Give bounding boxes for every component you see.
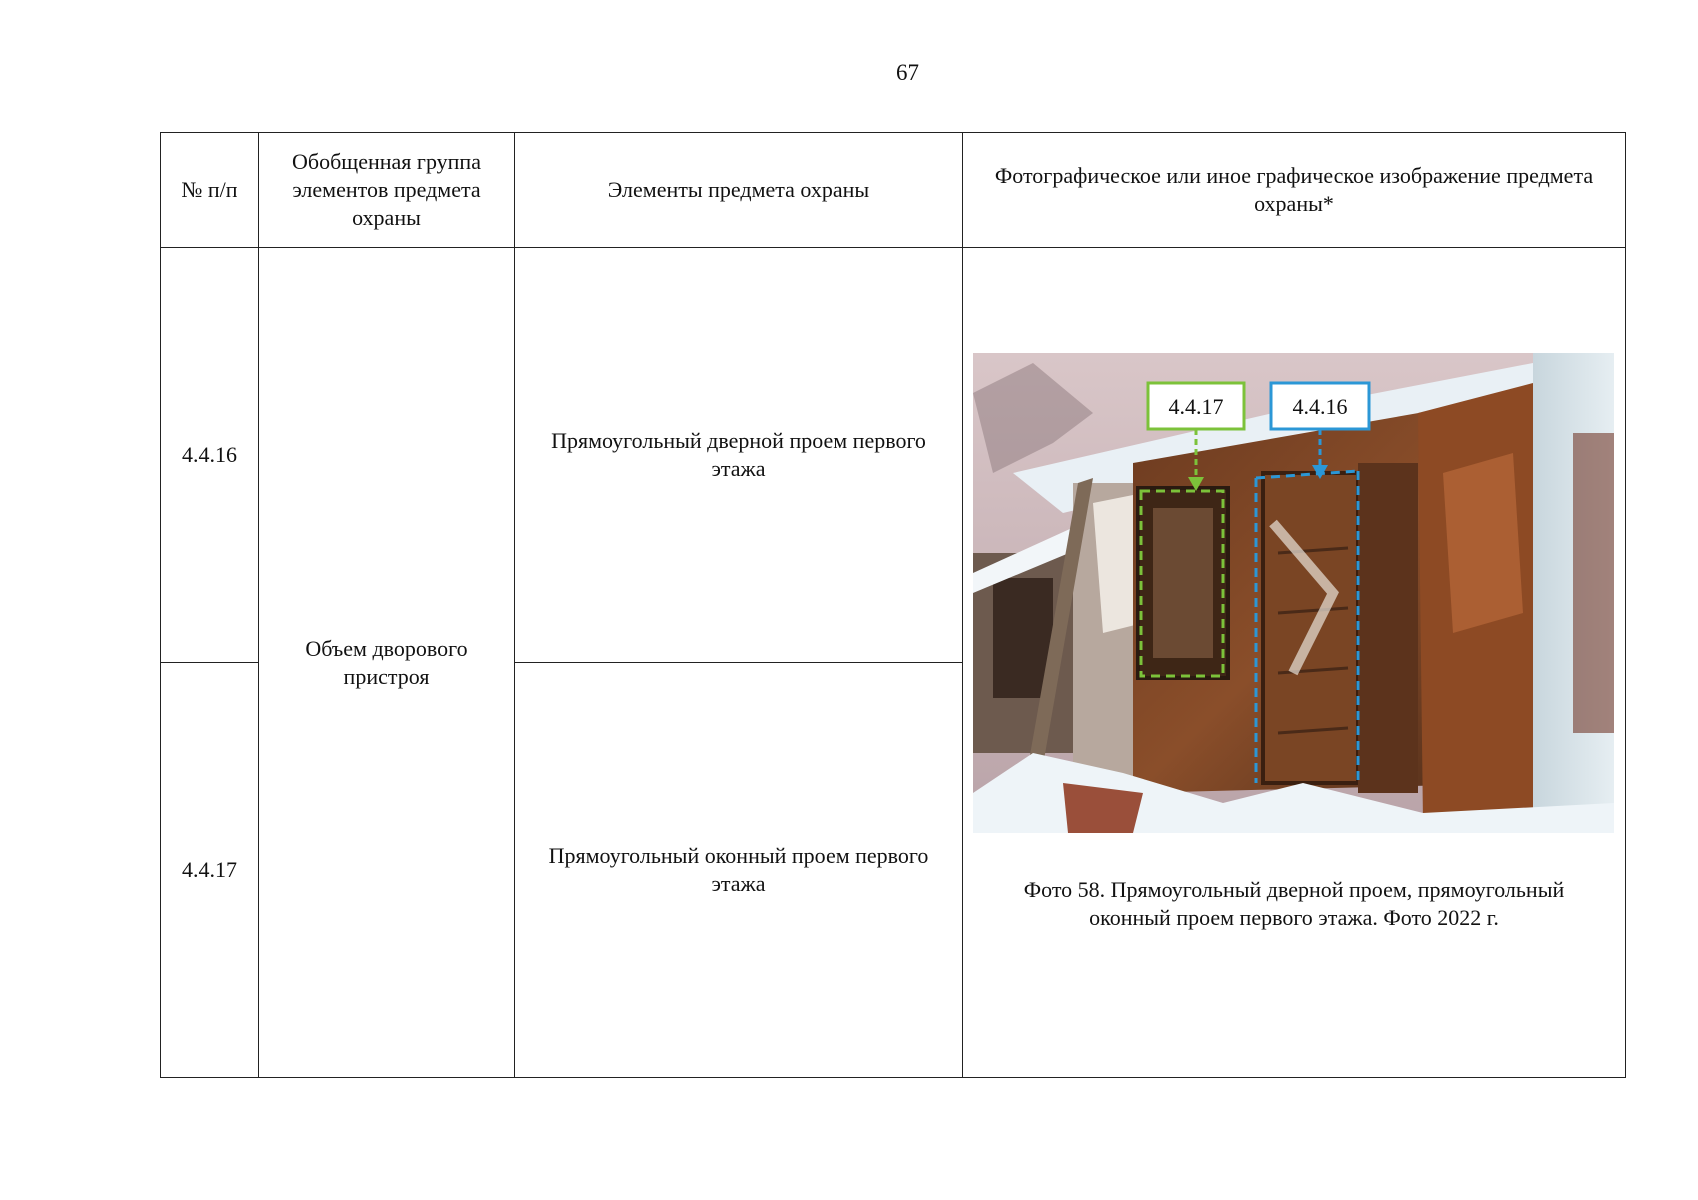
callout-blue-label: 4.4.16 (1292, 394, 1348, 419)
header-elements: Элементы предмета охраны (515, 133, 963, 248)
photo-cell (963, 248, 1626, 1078)
building-photo (973, 353, 1614, 833)
photo-caption: Фото 58. Прямоугольный дверной проем, прямоугольный оконный проем первого этажа. Фото 2022 г. (1023, 877, 1565, 930)
page-number: 67 (896, 60, 919, 85)
table-header-row (161, 133, 1626, 248)
header-group: Обобщенная группа элементов предмета охраны (259, 133, 515, 248)
table-row (161, 248, 1626, 663)
header-num: № п/п (161, 133, 259, 248)
group-cell: Объем дворового пристроя (259, 248, 515, 1078)
row-element: Прямоугольный дверной проем первого этажа (515, 248, 963, 663)
row-element: Прямоугольный оконный проем первого этажа (515, 663, 963, 1078)
protection-table (160, 132, 1626, 1078)
row-num: 4.4.16 (161, 248, 259, 663)
header-photo: Фотографическое или иное графическое изображение предмета охраны* (963, 133, 1626, 248)
building-photo-drawing (973, 353, 1614, 833)
row-num: 4.4.17 (161, 663, 259, 1078)
callout-green-label: 4.4.17 (1168, 394, 1224, 419)
